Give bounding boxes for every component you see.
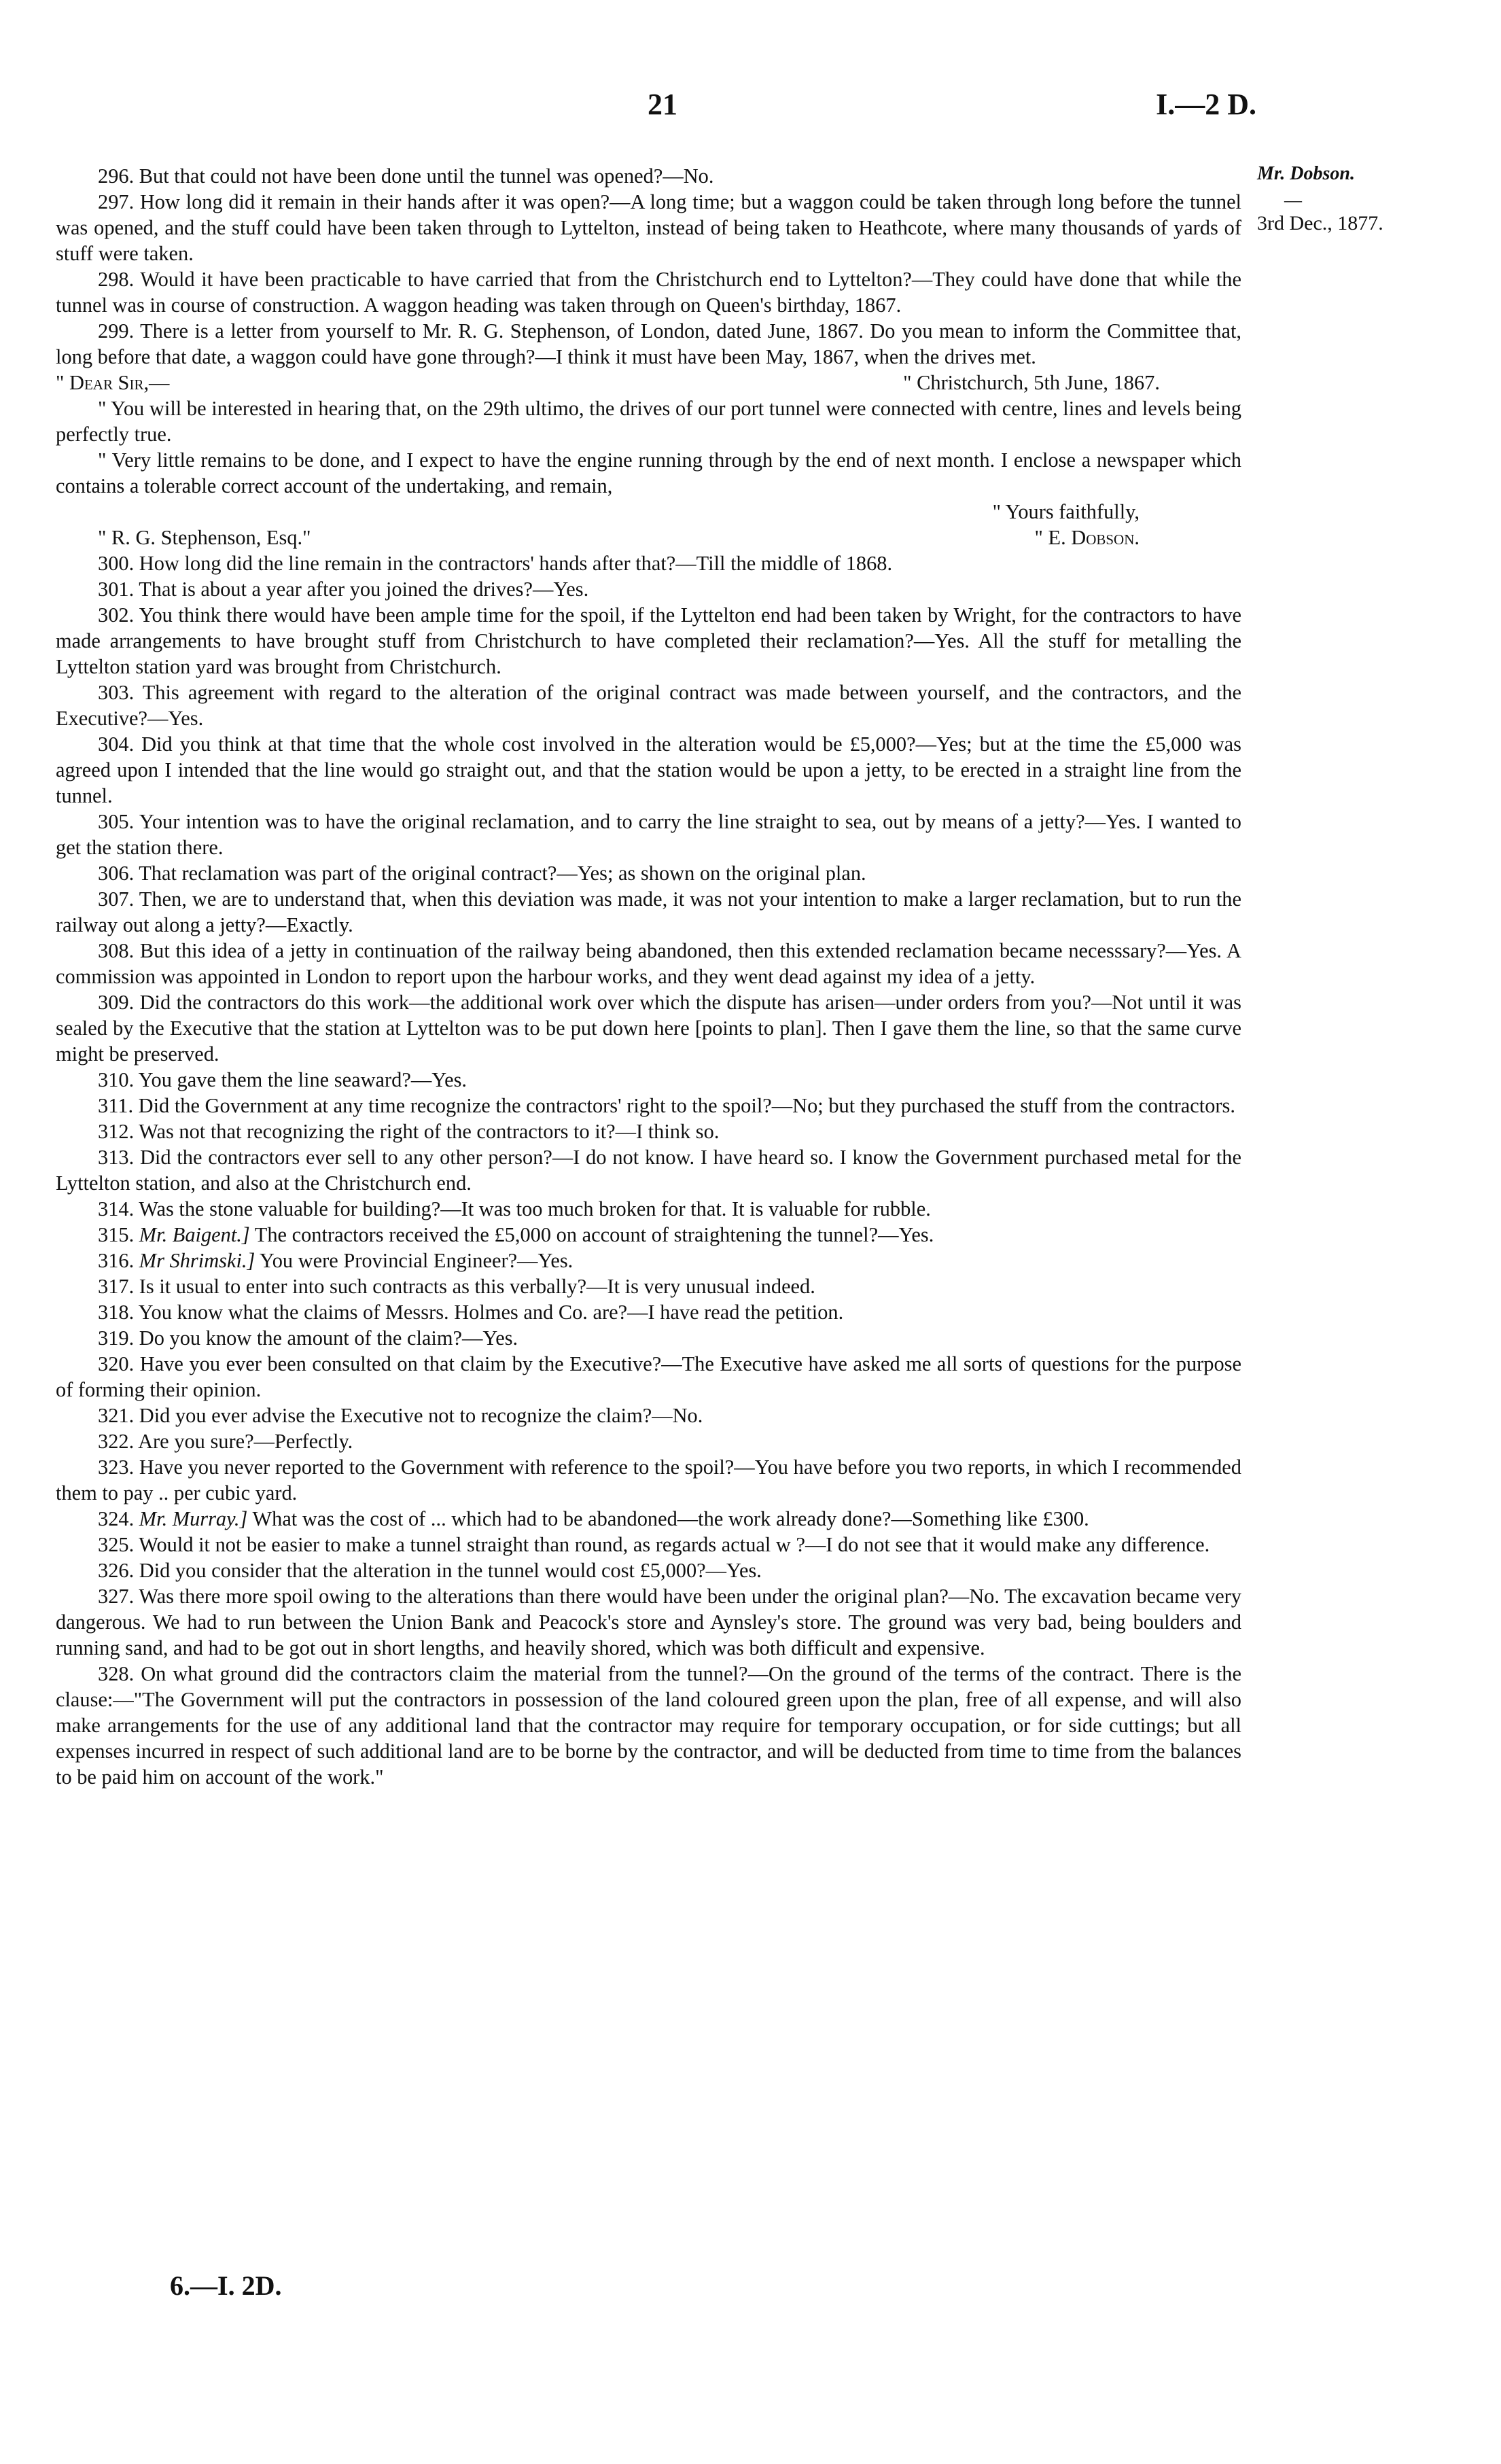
question-327: 327. Was there more spoil owing to the alterations than there would have been under the original plan?—No. The excavation became very dangerous. We had to run between the Union Bank and Peacock's store and Aynsley's store. The ground was very bad, being boulders and running sand, and had to be got out in short lengths, and heavily shored, which was both difficult and expensive. — [56, 1585, 1241, 1659]
question-322: 322. Are you sure?—Perfectly. — [98, 1430, 353, 1453]
question-324-text: What was the cost of ... which had to be abandoned—the work already done?—Something like £300. — [252, 1507, 1089, 1530]
letter-paragraph-2: " Very little remains to be done, and I expect to have the engine running through by the end of next month. I enclose a newspaper which contains a tolerable correct account of the undertaking, and remain, — [56, 448, 1241, 497]
question-315-number: 315. — [98, 1223, 135, 1246]
question-297: 297. How long did it remain in their hands after it was open?—A long time; but a waggon could be taken through long before the tunnel was opened, and the stuff could have been taken through to Lyttelton, instead of being taken to Heathcote, where many thousands of yards of stuff were taken. — [56, 190, 1241, 265]
question-318: 318. You know what the claims of Messrs. Holmes and Co. are?—I have read the petition. — [98, 1301, 844, 1324]
question-301: 301. That is about a year after you joined the drives?—Yes. — [98, 578, 589, 601]
question-316-number: 316. — [98, 1249, 135, 1272]
letter-signature: " E. Dobson. — [1034, 526, 1140, 549]
letter-addressee: " R. G. Stephenson, Esq." — [98, 526, 311, 549]
question-321: 321. Did you ever advise the Executive not to recognize the claim?—No. — [98, 1404, 703, 1427]
question-316-text: You were Provincial Engineer?—Yes. — [259, 1249, 573, 1272]
question-314: 314. Was the stone valuable for building?—It was too much broken for that. It is valuable for rubble. — [98, 1197, 931, 1220]
question-326: 326. Did you consider that the alteration in the tunnel would cost £5,000?—Yes. — [98, 1559, 762, 1582]
question-303: 303. This agreement with regard to the alteration of the original contract was made between yourself, and the contractors, and the Executive?—Yes. — [56, 681, 1241, 730]
question-324 — [56, 1506, 1241, 1532]
margin-witness-name: Mr. Dobson. — [1257, 163, 1355, 184]
question-300: 300. How long did the line remain in the contractors' hands after that?—Till the middle of 1868. — [98, 552, 893, 575]
question-323: 323. Have you never reported to the Government with reference to the spoil?—You have before you two reports, in which I recommended them to pay .. per cubic yard. — [56, 1456, 1241, 1504]
letter-place-date: " Christchurch, 5th June, 1867. — [903, 371, 1160, 394]
question-302: 302. You think there would have been ample time for the spoil, if the Lyttelton end had been taken by Wright, for the contractors to have made arrangements to have brought stuff from Christchurch to have completed their reclamation?—Yes. All the stuff for metalling the Lyttelton station yard was brought from Christchurch. — [56, 603, 1241, 678]
letter-signature-row — [56, 525, 1241, 550]
question-308: 308. But this idea of a jetty in continuation of the railway being abandoned, then this extended reclamation became necesssary?—Yes. A commission was appointed in London to report upon the harbour works, and they went dead against my idea of a jetty. — [56, 939, 1241, 988]
letter-paragraph-1: " You will be interested in hearing that, on the 29th ultimo, the drives of our port tunnel were connected with centre, lines and levels being perfectly true. — [56, 397, 1241, 446]
question-310: 310. You gave them the line seaward?—Yes. — [98, 1068, 467, 1091]
question-316-speaker: Mr Shrimski.] — [139, 1249, 255, 1272]
question-309: 309. Did the contractors do this work—the additional work over which the dispute has arisen—under orders from you?—Not until it was sealed by the Executive that the station at Lyttelton was to be put down here [points to plan]. Then I gave them the line, so that the same curve might be preserved. — [56, 991, 1241, 1066]
letter-salutation: " Dear Sir,— — [56, 371, 170, 394]
question-324-number: 324. — [98, 1507, 135, 1530]
question-311: 311. Did the Government at any time recognize the contractors' right to the spoil?—No; but they purchased the stuff from the contractors. — [98, 1094, 1235, 1117]
question-328: 328. On what ground did the contractors claim the material from the tunnel?—On the ground of the terms of the contract. There is the clause:—"The Government will put the contractors in possession of the land coloured green upon the plan, free of all expense, and will also make arrangements for the use of any additional land that the contractor may require for temporary occupation, or for side cuttings; but all expenses incurred in respect of such additional land are to be borne by the contractor, and will be deducted from time to time from the balances to be paid him on account of the work." — [56, 1662, 1241, 1789]
question-325: 325. Would it not be easier to make a tunnel straight than round, as regards actual w ?—I do not see that it would make any difference. — [98, 1533, 1210, 1556]
question-307: 307. Then, we are to understand that, when this deviation was made, it was not your intention to make a larger reclamation, but to run the railway out along a jetty?—Exactly. — [56, 887, 1241, 936]
question-313: 313. Did the contractors ever sell to any other person?—I do not know. I have heard so. I know the Government purchased metal for the Lyttelton station, and also at the Christchurch end. — [56, 1146, 1241, 1195]
question-304: 304. Did you think at that time that the whole cost involved in the alteration would be £5,000?—Yes; but at the time the £5,000 was agreed upon I intended that the line would go straight out, and that the station would be upon a jetty, to be erected in a straight line from the tunnel. — [56, 733, 1241, 807]
question-324-speaker: Mr. Murray.] — [139, 1507, 248, 1530]
question-298: 298. Would it have been practicable to have carried that from the Christchurch end to Lyttelton?—They could have done that while the tunnel was in course of construction. A waggon heading was taken through on Queen's birthday, 1867. — [56, 268, 1241, 317]
letter-heading-row — [56, 370, 1241, 395]
sheet-signature-mark: 6.—I. 2D. — [170, 2270, 282, 2301]
document-code: I.—2 D. — [1156, 88, 1256, 121]
question-312: 312. Was not that recognizing the right of the contractors to it?—I think so. — [98, 1120, 720, 1143]
question-315-text: The contractors received the £5,000 on account of straightening the tunnel?—Yes. — [254, 1223, 934, 1246]
page-number: 21 — [648, 88, 677, 121]
question-305: 305. Your intention was to have the original reclamation, and to carry the line straight to sea, out by means of a jetty?—Yes. I wanted to get the station there. — [56, 810, 1241, 859]
question-320: 320. Have you ever been consulted on that claim by the Executive?—The Executive have asked me all sorts of questions for the purpose of forming their opinion. — [56, 1352, 1241, 1401]
margin-date: 3rd Dec., 1877. — [1257, 212, 1383, 234]
evidence-body — [56, 163, 1241, 1790]
question-319: 319. Do you know the amount of the claim?—Yes. — [98, 1326, 518, 1350]
letter-closing: " Yours faithfully, — [992, 500, 1140, 523]
margin-dash: — — [1284, 190, 1302, 210]
question-296: 296. But that could not have been done until the tunnel was opened?—No. — [98, 164, 714, 188]
question-299: 299. There is a letter from yourself to Mr. R. G. Stephenson, of London, dated June, 1867. Do you mean to inform the Committee that, long before that date, a waggon could have gone through?—I think it must have been May, 1867, when the drives met. — [56, 319, 1241, 368]
question-317: 317. Is it usual to enter into such contracts as this verbally?—It is very unusual indeed. — [98, 1275, 815, 1298]
question-306: 306. That reclamation was part of the original contract?—Yes; as shown on the original plan. — [98, 862, 866, 885]
question-316 — [56, 1248, 1241, 1273]
question-315-speaker: Mr. Baigent.] — [139, 1223, 250, 1246]
question-315 — [56, 1222, 1241, 1248]
